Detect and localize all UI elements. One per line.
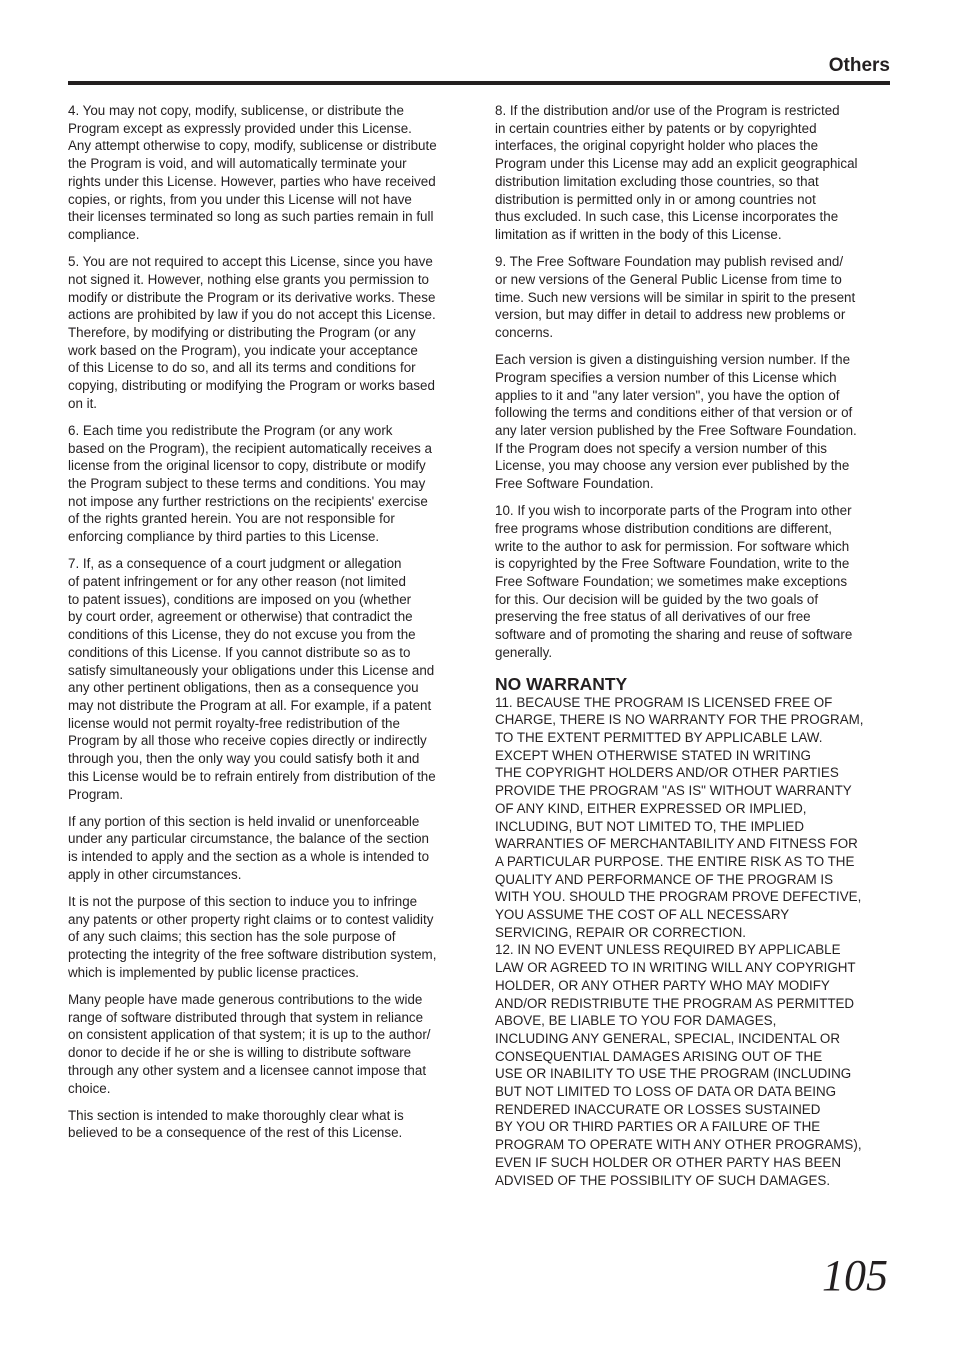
text-line: or new versions of the General Public License from time to — [495, 271, 842, 287]
text-line: 9. The Free Software Foundation may publish revised and/ — [495, 254, 844, 270]
text-line: PROVIDE THE PROGRAM "AS IS" WITHOUT WARRANTY — [495, 783, 852, 799]
paragraph — [68, 253, 468, 412]
text-line: INCLUDING, BUT NOT LIMITED TO, THE IMPLIED — [495, 818, 805, 834]
text-line: 11. BECAUSE THE PROGRAM IS LICENSED FREE OF — [495, 694, 833, 710]
text-line: time. Such new versions will be similar in spirit to the present — [495, 289, 856, 305]
text-line: BUT NOT LIMITED TO LOSS OF DATA OR DATA BEING — [495, 1084, 837, 1100]
text-line: which is implemented by public license practices. — [68, 964, 360, 980]
text-line: write to the author to ask for permission. For software which — [495, 538, 850, 554]
paragraph — [68, 991, 468, 1097]
text-line: INCLUDING ANY GENERAL, SPECIAL, INCIDENTAL OR — [495, 1030, 841, 1046]
text-line: the Program is void, and will automatically terminate your — [68, 156, 407, 172]
text-line: choice. — [68, 1080, 111, 1096]
text-line: following the terms and conditions either of that version or of — [495, 405, 853, 421]
text-line: copies, or rights, from you under this License will not have — [68, 191, 412, 207]
text-line: WARRANTIES OF MERCHANTABILITY AND FITNESS FOR — [495, 836, 858, 852]
text-line: software and of promoting the sharing and reuse of software — [495, 627, 853, 643]
text-line: SERVICING, REPAIR OR CORRECTION. — [495, 924, 746, 940]
text-line: OF ANY KIND, EITHER EXPRESSED OR IMPLIED, — [495, 800, 807, 816]
text-line: limitation as if written in the body of this License. — [495, 226, 782, 242]
text-line: distribution is permitted only in or among countries not — [495, 191, 816, 207]
text-line: through any other system and a licensee cannot impose that — [68, 1062, 427, 1078]
text-line: YOU ASSUME THE COST OF ALL NECESSARY — [495, 907, 790, 923]
text-line: USE OR INABILITY TO USE THE PROGRAM (INCLUDING — [495, 1066, 852, 1082]
text-line: conditions of this License. If you cannot distribute so as to — [68, 644, 411, 660]
text-line: ABOVE, BE LIABLE TO YOU FOR DAMAGES, — [495, 1013, 777, 1029]
text-line: rights under this License. However, parties who have received — [68, 173, 436, 189]
paragraph — [68, 813, 468, 884]
text-line: Any attempt otherwise to copy, modify, sublicense or distribute — [68, 138, 437, 154]
text-line: Therefore, by modifying or distributing the Program (or any — [68, 324, 416, 340]
text-line: believed to be a consequence of the rest of this License. — [68, 1125, 403, 1141]
text-line: EXCEPT WHEN OTHERWISE STATED IN WRITING — [495, 747, 811, 763]
text-line: AND/OR REDISTRIBUTE THE PROGRAM AS PERMITTED — [495, 995, 855, 1011]
text-line: for this. Our decision will be guided by the two goals of — [495, 591, 819, 607]
text-line: 12. IN NO EVENT UNLESS REQUIRED BY APPLICABLE — [495, 942, 841, 958]
text-line: Free Software Foundation. — [495, 476, 654, 492]
text-line: protecting the integrity of the free software distribution system, — [68, 947, 437, 963]
header-rule — [68, 81, 890, 85]
text-line: on it. — [68, 395, 98, 411]
text-line: in certain countries either by patents or by copyrighted — [495, 120, 817, 136]
text-line: work based on the Program), you indicate your acceptance — [68, 342, 418, 358]
text-line: applies to it and "any later version", you have the option of — [495, 387, 840, 403]
text-line: is intended to apply and the section as a whole is intended to — [68, 849, 430, 865]
text-line: the Program subject to these terms and conditions. You may — [68, 476, 426, 492]
text-line: license would not permit royalty-free redistribution of the — [68, 715, 400, 731]
text-line: BY YOU OR THIRD PARTIES OR A FAILURE OF THE — [495, 1119, 821, 1135]
text-line: If the Program does not specify a version number of this — [495, 440, 827, 456]
text-line: HOLDER, OR ANY OTHER PARTY WHO MAY MODIFY — [495, 977, 830, 993]
text-line: range of software distributed through that system in reliance — [68, 1009, 424, 1025]
text-line: any other pertinent obligations, then as a consequence you — [68, 680, 419, 696]
right-column — [495, 102, 893, 1189]
text-line: donor to decide if he or she is willing to distribute software — [68, 1045, 412, 1061]
text-line: PROGRAM TO OPERATE WITH ANY OTHER PROGRAMS), — [495, 1137, 862, 1153]
text-line: their licenses terminated so long as such parties remain in full — [68, 209, 434, 225]
text-line: License, you may choose any version ever published by the — [495, 458, 850, 474]
text-line: 5. You are not required to accept this License, since you have — [68, 254, 433, 270]
text-line: RENDERED INACCURATE OR LOSSES SUSTAINED — [495, 1101, 821, 1117]
paragraph — [495, 351, 893, 493]
text-line: to patent issues), conditions are imposed on you (whether — [68, 591, 412, 607]
paragraph — [495, 102, 893, 244]
right-paragraphs — [495, 102, 893, 662]
text-line: 6. Each time you redistribute the Program (or any work — [68, 422, 393, 438]
text-line: A PARTICULAR PURPOSE. THE ENTIRE RISK AS TO THE — [495, 853, 855, 869]
text-line: Program except as expressly provided under this License. — [68, 120, 412, 136]
text-line: on consistent application of that system; it is up to the author/ — [68, 1027, 431, 1043]
text-line: 4. You may not copy, modify, sublicense, or distribute the — [68, 103, 404, 118]
paragraph — [495, 502, 893, 661]
text-line: Many people have made generous contributions to the wide — [68, 992, 423, 1008]
text-line: may not distribute the Program at all. For example, if a patent — [68, 698, 432, 713]
text-line: any later version published by the Free Software Foundation. — [495, 422, 857, 438]
paragraph — [68, 422, 468, 546]
text-line: 10. If you wish to incorporate parts of the Program into other — [495, 503, 852, 519]
text-line: compliance. — [68, 226, 140, 242]
text-line: actions are prohibited by law if you do not accept this License. — [68, 307, 436, 323]
no-warranty-heading: NO WARRANTY — [495, 673, 628, 694]
text-line: CONSEQUENTIAL DAMAGES ARISING OUT OF THE — [495, 1048, 823, 1064]
text-line: It is not the purpose of this section to induce you to infringe — [68, 894, 418, 910]
text-line: WITH YOU. SHOULD THE PROGRAM PROVE DEFECTIVE, — [495, 889, 862, 905]
text-line: Program specifies a version number of this License which — [495, 369, 837, 385]
paragraph — [68, 893, 468, 982]
text-line: TO THE EXTENT PERMITTED BY APPLICABLE LAW. — [495, 730, 823, 745]
text-line: ADVISED OF THE POSSIBILITY OF SUCH DAMAGES. — [495, 1172, 831, 1188]
text-line: version, but may differ in detail to address new problems or — [495, 307, 846, 323]
text-line: distribution limitation excluding those countries, so that — [495, 173, 819, 189]
text-line: modify or distribute the Program or its derivative works. These — [68, 289, 436, 305]
text-line: apply in other circumstances. — [68, 866, 242, 882]
text-line: LAW OR AGREED TO IN WRITING WILL ANY COPYRIGHT — [495, 960, 856, 976]
text-line: of any such claims; this section has the sole purpose of — [68, 929, 396, 945]
text-line: Each version is given a distinguishing version number. If the — [495, 352, 851, 368]
text-line: 7. If, as a consequence of a court judgment or allegation — [68, 556, 402, 572]
text-line: is copyrighted by the Free Software Foundation, write to the — [495, 556, 850, 572]
text-line: Program. — [68, 786, 124, 802]
left-column — [68, 102, 468, 1152]
text-line: of patent infringement or for any other reason (not limited — [68, 574, 406, 590]
text-line: CHARGE, THERE IS NO WARRANTY FOR THE PROGRAM, — [495, 712, 864, 728]
text-line: copying, distributing or modifying the Program or works based — [68, 378, 435, 394]
text-line: free programs whose distribution conditions are different, — [495, 520, 832, 536]
page-number: 105 — [822, 1251, 888, 1300]
paragraph — [68, 555, 468, 803]
text-line: any patents or other property right claims or to contest validity — [68, 911, 434, 927]
text-line: 8. If the distribution and/or use of the Program is restricted — [495, 103, 840, 118]
text-line: enforcing compliance by third parties to this License. — [68, 529, 380, 545]
paragraph — [68, 102, 468, 244]
text-line: this License would be to refrain entirely from distribution of the — [68, 768, 436, 784]
text-line: by court order, agreement or otherwise) that contradict the — [68, 609, 413, 625]
text-line: through you, then the only way you could satisfy both it and — [68, 751, 420, 767]
text-line: interfaces, the original copyright holder who places the — [495, 138, 819, 154]
text-line: If any portion of this section is held invalid or unenforceable — [68, 813, 420, 829]
text-line: under any particular circumstance, the balance of the section — [68, 831, 430, 847]
text-line: license from the original licensor to copy, distribute or modify — [68, 458, 426, 474]
text-line: of this License to do so, and all its terms and conditions for — [68, 360, 416, 376]
section-title: Others — [828, 55, 890, 76]
text-line: not impose any further restrictions on the recipients' exercise — [68, 493, 428, 509]
paragraph — [495, 253, 893, 342]
text-line: based on the Program), the recipient automatically receives a — [68, 440, 432, 456]
text-line: conditions of this License, they do not excuse you from the — [68, 627, 416, 643]
text-line: Program under this License may add an explicit geographical — [495, 156, 858, 172]
text-line: not signed it. However, nothing else grants you permission to — [68, 271, 430, 287]
text-line: of the rights granted herein. You are not responsible for — [68, 511, 395, 527]
text-line: concerns. — [495, 324, 554, 340]
paragraph — [68, 1107, 468, 1142]
text-line: QUALITY AND PERFORMANCE OF THE PROGRAM IS — [495, 871, 834, 887]
text-line: preserving the free status of all derivatives of our free — [495, 609, 811, 625]
no-warranty-text — [495, 694, 893, 1190]
text-line: Program by all those who receive copies directly or indirectly — [68, 733, 427, 749]
text-line: thus excluded. In such case, this License incorporates the — [495, 209, 839, 225]
text-line: generally. — [495, 644, 553, 660]
text-line: THE COPYRIGHT HOLDERS AND/OR OTHER PARTIES — [495, 765, 839, 781]
text-line: satisfy simultaneously your obligations under this License and — [68, 662, 435, 678]
text-line: This section is intended to make thoroughly clear what is — [68, 1107, 404, 1123]
text-line: Free Software Foundation; we sometimes make exceptions — [495, 574, 848, 590]
text-line: EVEN IF SUCH HOLDER OR OTHER PARTY HAS BEEN — [495, 1154, 841, 1170]
